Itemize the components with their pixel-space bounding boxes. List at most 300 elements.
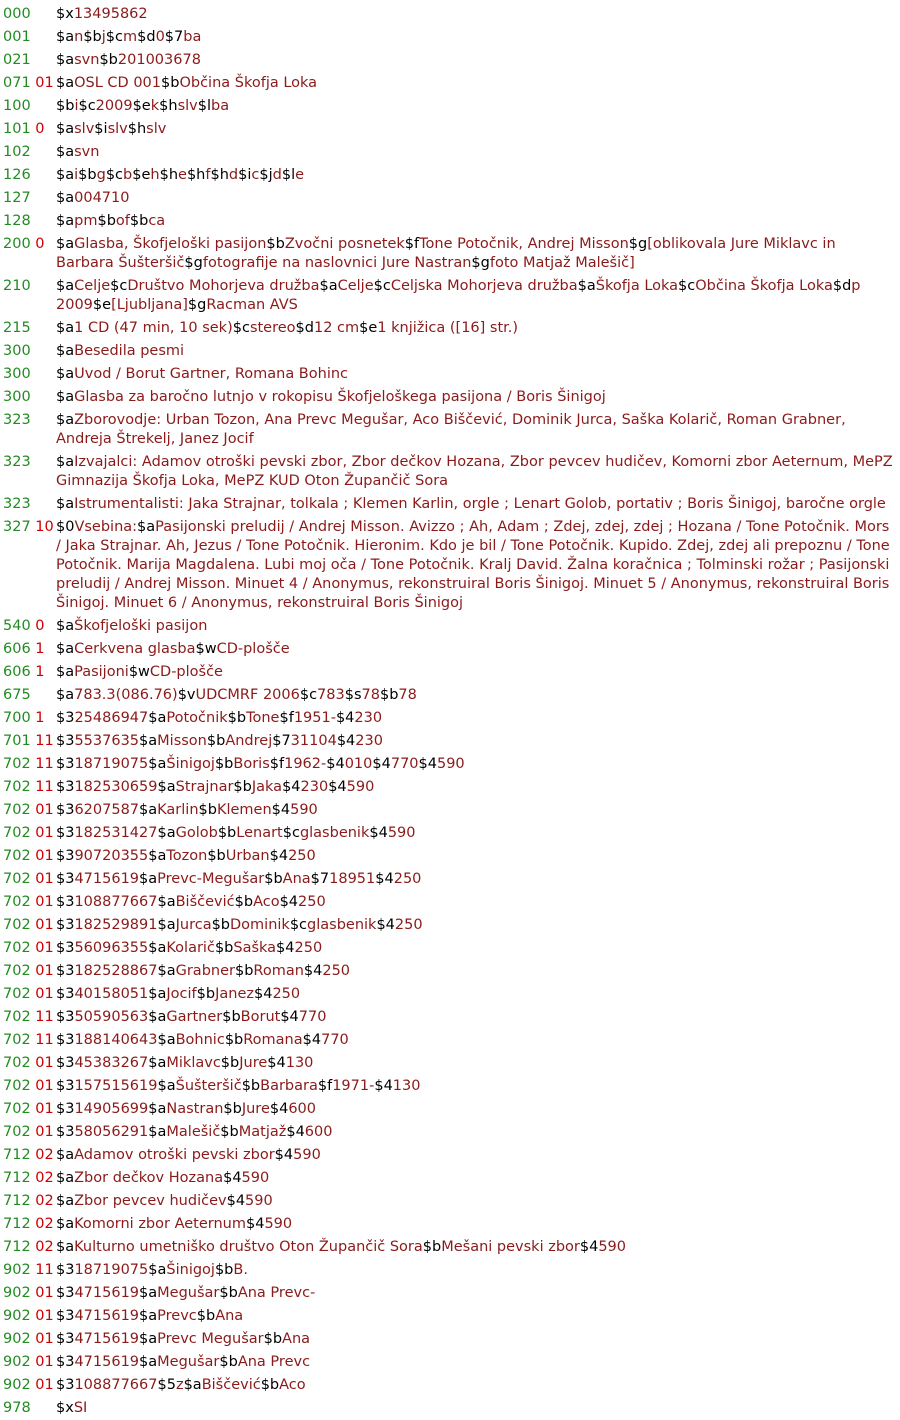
field-tag-cell [0, 342, 56, 361]
subfield-value: 590 [241, 1170, 270, 1186]
subfield-value: 50590563 [74, 1009, 149, 1025]
subfield-code: $c [373, 278, 391, 294]
subfield-value: UDCMRF 2006 [195, 687, 300, 703]
subfield-value: c [251, 167, 260, 183]
subfield-value: 600 [288, 1101, 317, 1117]
field-indicators: 01 [35, 848, 54, 864]
field-tag: 700 [3, 710, 31, 726]
field-tag: 702 [3, 1032, 31, 1048]
field-tag: 102 [3, 144, 31, 160]
subfield-value: Malešič [166, 1124, 221, 1140]
field-tag-cell [0, 640, 56, 659]
marc-field-row [0, 363, 900, 386]
subfield-code: $4 [280, 1009, 299, 1025]
field-tag-cell [0, 74, 56, 93]
subfield-value: 1951- [293, 710, 336, 726]
subfield-value: j [101, 29, 106, 45]
field-tag: 712 [3, 1239, 31, 1255]
field-indicators: 02 [35, 1216, 54, 1232]
subfield-code: $x [56, 1400, 74, 1416]
subfield-value: 250 [288, 848, 316, 864]
field-tag: 300 [3, 366, 31, 382]
subfield-code: $b [217, 825, 237, 841]
field-indicators: 11 [35, 1262, 54, 1278]
field-content [56, 778, 900, 797]
subfield-value: Grabner [175, 963, 235, 979]
marc-field-row [0, 1397, 900, 1420]
subfield-value: Jaka [251, 779, 283, 795]
subfield-value: Adamov otroški pevski zbor [74, 1147, 275, 1163]
field-content [56, 1192, 900, 1211]
field-indicators: 01 [35, 1285, 54, 1301]
field-tag-cell [0, 1146, 56, 1165]
field-tag-cell [0, 732, 56, 751]
subfield-code: $b [220, 1124, 239, 1140]
marc-field-row [0, 1121, 900, 1144]
field-indicators: 01 [35, 1078, 54, 1094]
subfield-code: $b [56, 98, 75, 114]
subfield-value: 25486947 [74, 710, 149, 726]
field-indicators: 01 [35, 75, 54, 91]
field-content [56, 51, 900, 70]
subfield-code: $4 [279, 894, 299, 910]
subfield-value: Pasijoni [74, 664, 129, 680]
field-indicators: 01 [35, 825, 54, 841]
subfield-code: $b [214, 940, 234, 956]
field-tag-cell [0, 1215, 56, 1234]
field-indicators: 01 [35, 963, 54, 979]
field-content [56, 1100, 900, 1119]
field-tag: 702 [3, 986, 31, 1002]
field-tag-cell [0, 235, 56, 254]
field-indicators: 11 [35, 733, 54, 749]
subfield-code: $s [344, 687, 362, 703]
field-content [56, 365, 900, 384]
subfield-code: $f [279, 710, 294, 726]
subfield-code: $a [56, 1239, 75, 1255]
subfield-value: Barbara [260, 1078, 318, 1094]
field-indicators: 01 [35, 1377, 54, 1393]
field-tag: 071 [3, 75, 31, 91]
field-indicators: 1 [35, 641, 45, 657]
subfield-code: $a [137, 519, 156, 535]
field-tag-cell [0, 189, 56, 208]
field-tag: 702 [3, 1124, 31, 1140]
subfield-value: glasbenik [307, 917, 377, 933]
field-tag-cell [0, 916, 56, 935]
field-content [56, 411, 900, 449]
subfield-value: Bohnic [175, 1032, 225, 1048]
subfield-code: $i [238, 167, 252, 183]
subfield-value: 14905699 [74, 1101, 149, 1117]
subfield-value: Roman [253, 963, 304, 979]
subfield-code: $a [56, 641, 75, 657]
field-content [56, 166, 900, 185]
subfield-value: Društvo Mohorjeva družba [127, 278, 320, 294]
subfield-code: $a [56, 320, 75, 336]
subfield-code: $3 [56, 986, 75, 1002]
subfield-value: Šinigoj [166, 1262, 215, 1278]
subfield-code: $b [263, 1331, 283, 1347]
subfield-value: f [205, 167, 211, 183]
subfield-value: Mešani pevski zbor [441, 1239, 580, 1255]
subfield-code: $3 [56, 1055, 75, 1071]
field-tag-cell [0, 518, 56, 537]
marc-field-row [0, 1374, 900, 1397]
subfield-code: $g [184, 255, 203, 271]
marc-field-row [0, 845, 900, 868]
subfield-value: 590 [293, 1147, 321, 1163]
subfield-code: $a [56, 75, 75, 91]
field-tag: 712 [3, 1216, 31, 1232]
field-content [56, 1146, 900, 1165]
subfield-code: $4 [223, 1170, 242, 1186]
subfield-code: $3 [56, 779, 75, 795]
field-tag: 001 [3, 29, 31, 45]
marc-field-row [0, 822, 900, 845]
subfield-code: $a [157, 1078, 176, 1094]
subfield-value: 230 [354, 710, 383, 726]
subfield-code: $3 [56, 940, 75, 956]
subfield-code: $4 [369, 825, 388, 841]
subfield-code: $a [56, 278, 75, 294]
marc-field-row [0, 684, 900, 707]
subfield-value: 590 [598, 1239, 627, 1255]
subfield-code: $e [132, 98, 151, 114]
field-content [56, 1077, 900, 1096]
subfield-value: Ana Prevc- [237, 1285, 316, 1301]
subfield-code: $a [183, 1377, 202, 1393]
subfield-code: $b [379, 687, 399, 703]
field-content [56, 663, 900, 682]
field-tag: 902 [3, 1377, 31, 1393]
field-tag-cell [0, 1284, 56, 1303]
subfield-value: d [228, 167, 239, 183]
field-content [56, 518, 900, 613]
subfield-code: $3 [56, 1331, 75, 1347]
subfield-value: of [115, 213, 130, 229]
field-indicators: 02 [35, 1193, 54, 1209]
field-indicators: 11 [35, 779, 54, 795]
field-tag: 702 [3, 1078, 31, 1094]
subfield-value: 78 [398, 687, 417, 703]
subfield-value: 130 [392, 1078, 421, 1094]
field-tag-cell [0, 1399, 56, 1418]
field-tag-cell [0, 495, 56, 514]
field-tag: 606 [3, 641, 31, 657]
subfield-value: Dominik [230, 917, 290, 933]
subfield-value: glasbenik [299, 825, 370, 841]
subfield-code: $b [264, 871, 283, 887]
field-indicators: 01 [35, 871, 54, 887]
subfield-code: $3 [56, 1009, 75, 1025]
subfield-code: $a [157, 825, 176, 841]
marc-field-row [0, 891, 900, 914]
marc-field-row [0, 1098, 900, 1121]
subfield-code: $f [404, 236, 420, 252]
subfield-value: Lenart [236, 825, 283, 841]
field-content [56, 1330, 900, 1349]
subfield-value: e [178, 167, 187, 183]
subfield-value: Golob [175, 825, 218, 841]
subfield-value: Tone [246, 710, 280, 726]
field-tag-cell [0, 939, 56, 958]
subfield-code: $a [139, 1331, 158, 1347]
field-content [56, 824, 900, 843]
subfield-value: 0 [155, 29, 165, 45]
field-content [56, 686, 900, 705]
subfield-value: Besedila pesmi [74, 343, 185, 359]
subfield-code: $a [56, 496, 75, 512]
subfield-code: $4 [336, 733, 356, 749]
subfield-code: $4 [276, 940, 295, 956]
subfield-value: Boris [233, 756, 270, 772]
subfield-code: $3 [56, 825, 75, 841]
subfield-value: i [74, 167, 79, 183]
subfield-value: 4715619 [74, 1354, 140, 1370]
subfield-code: $a [148, 848, 167, 864]
subfield-value: 6207587 [74, 802, 140, 818]
field-tag: 702 [3, 871, 31, 887]
subfield-value: Potočnik [166, 710, 228, 726]
field-tag: 702 [3, 963, 31, 979]
subfield-code: $4 [226, 1193, 246, 1209]
subfield-value: 90720355 [74, 848, 149, 864]
subfield-value: 78 [361, 687, 380, 703]
field-tag: 200 [3, 236, 31, 252]
subfield-value: Uvod / Borut Gartner, Romana Bohinc [74, 366, 349, 382]
marc-field-row [0, 638, 900, 661]
subfield-code: $a [157, 894, 176, 910]
marc-field-row [0, 233, 900, 275]
subfield-value: Prevc-Megušar [157, 871, 265, 887]
subfield-value: 40158051 [74, 986, 149, 1002]
field-tag: 126 [3, 167, 31, 183]
subfield-code: $3 [56, 756, 75, 772]
subfield-code: $a [56, 167, 75, 183]
field-tag-cell [0, 319, 56, 338]
subfield-code: $c [105, 29, 123, 45]
marc-field-row [0, 1167, 900, 1190]
subfield-code: $4 [579, 1239, 599, 1255]
subfield-code: $f [269, 756, 285, 772]
subfield-code: $c [105, 167, 124, 183]
subfield-code: $3 [56, 894, 75, 910]
field-tag-cell [0, 663, 56, 682]
field-content [56, 319, 900, 338]
marc-field-row [0, 317, 900, 340]
field-tag-cell [0, 1169, 56, 1188]
field-tag: 702 [3, 802, 31, 818]
field-tag: 902 [3, 1285, 31, 1301]
subfield-value: 31104 [290, 733, 337, 749]
marc-field-row [0, 707, 900, 730]
subfield-code: $b [161, 75, 180, 91]
field-tag: 215 [3, 320, 31, 336]
field-tag-cell [0, 962, 56, 981]
subfield-value: Jure [241, 1101, 270, 1117]
field-content [56, 801, 900, 820]
field-content [56, 453, 900, 491]
subfield-value: 010 [344, 756, 373, 772]
subfield-value: Zbor pevcev hudičev [74, 1193, 227, 1209]
marc-field-row [0, 3, 900, 26]
subfield-code: $b [222, 1009, 241, 1025]
field-content [56, 755, 900, 774]
field-tag: 978 [3, 1400, 31, 1416]
subfield-value: 108877667 [74, 1377, 158, 1393]
subfield-value: 004710 [74, 190, 130, 206]
field-tag-cell [0, 1330, 56, 1349]
subfield-code: $3 [56, 963, 75, 979]
field-tag-cell [0, 388, 56, 407]
field-indicators: 0 [35, 618, 45, 634]
subfield-code: $3 [56, 1124, 75, 1140]
marc-field-row [0, 26, 900, 49]
subfield-value: Saška [233, 940, 277, 956]
subfield-code: $a [56, 389, 75, 405]
subfield-value: Matjaž [238, 1124, 287, 1140]
subfield-value: 157515619 [74, 1078, 158, 1094]
field-tag-cell [0, 365, 56, 384]
subfield-code: $4 [303, 963, 323, 979]
subfield-value: 5537635 [74, 733, 140, 749]
subfield-value: 1962- [284, 756, 327, 772]
subfield-code: $h [159, 98, 178, 114]
field-indicators: 1 [35, 710, 45, 726]
subfield-code: $3 [56, 871, 75, 887]
subfield-value: 783.3(086.76) [74, 687, 178, 703]
subfield-value: Nastran [166, 1101, 224, 1117]
subfield-code: $4 [274, 1147, 294, 1163]
field-tag-cell [0, 801, 56, 820]
subfield-value: ba [183, 29, 202, 45]
subfield-value: 600 [304, 1124, 333, 1140]
subfield-code: $b [78, 167, 97, 183]
subfield-code: $4 [376, 917, 395, 933]
subfield-code: $d [295, 320, 314, 336]
field-indicators: 11 [35, 1032, 54, 1048]
marc-field-row [0, 187, 900, 210]
subfield-value: Ana [215, 1308, 244, 1324]
field-content [56, 847, 900, 866]
subfield-code: $b [266, 236, 285, 252]
field-content [56, 212, 900, 231]
subfield-value: 12 cm [313, 320, 360, 336]
subfield-code: $a [56, 29, 75, 45]
subfield-code: $3 [56, 1078, 75, 1094]
subfield-code: $w [128, 664, 150, 680]
subfield-code: $a [148, 710, 167, 726]
subfield-code: $a [157, 779, 176, 795]
field-tag-cell [0, 1307, 56, 1326]
subfield-code: $b [198, 802, 217, 818]
marc-field-row [0, 753, 900, 776]
subfield-value: 590 [290, 802, 318, 818]
subfield-value: 1 CD (47 min, 10 sek) [74, 320, 233, 336]
field-content [56, 962, 900, 981]
subfield-code: $l [197, 98, 211, 114]
subfield-code: $b [220, 1055, 240, 1071]
subfield-code: $a [56, 213, 75, 229]
field-tag: 702 [3, 1055, 31, 1071]
field-content [56, 388, 900, 407]
subfield-code: $b [196, 1308, 216, 1324]
subfield-value: 230 [355, 733, 383, 749]
subfield-value: Zborovodje: Urban Tozon, Ana Prevc Megušar, Aco Biščević, Dominik Jurca, Saška Kolarič, Roman Grabner, Andreja Štrekelj, Janez Jocif [56, 412, 846, 447]
subfield-code: $4 [328, 779, 347, 795]
field-content [56, 277, 900, 315]
subfield-code: $4 [326, 756, 345, 772]
field-content [56, 870, 900, 889]
subfield-code: $a [139, 1308, 158, 1324]
subfield-code: $c [78, 98, 96, 114]
subfield-code: $a [139, 802, 158, 818]
subfield-value: 182530659 [74, 779, 158, 795]
field-tag-cell [0, 686, 56, 705]
subfield-value: Šušteršič [175, 1078, 242, 1094]
subfield-value: Ana [282, 1331, 311, 1347]
marc-field-row [0, 95, 900, 118]
marc-field-row [0, 1328, 900, 1351]
marc-field-row [0, 868, 900, 891]
subfield-value: Škofjeloški pasijon [74, 618, 208, 634]
marc-field-row [0, 730, 900, 753]
field-indicators: 01 [35, 1331, 54, 1347]
subfield-code: $a [56, 1193, 75, 1209]
field-tag-cell [0, 212, 56, 231]
field-indicators: 01 [35, 940, 54, 956]
subfield-code: $a [56, 52, 75, 68]
field-indicators: 01 [35, 1101, 54, 1117]
subfield-code: $c [282, 825, 300, 841]
field-tag-cell [0, 51, 56, 70]
subfield-value: slv [177, 98, 198, 114]
subfield-value: g [96, 167, 106, 183]
subfield-code: $b [99, 52, 118, 68]
field-tag-cell [0, 1261, 56, 1280]
subfield-code: $a [56, 454, 75, 470]
subfield-value: 590 [346, 779, 375, 795]
subfield-value: Šinigoj [166, 756, 215, 772]
marc-field-row [0, 1213, 900, 1236]
subfield-value: Klemen [216, 802, 272, 818]
subfield-value: 182528867 [74, 963, 158, 979]
field-tag: 702 [3, 894, 31, 910]
field-tag-cell [0, 411, 56, 430]
subfield-value: Prevc [157, 1308, 197, 1324]
subfield-value: Celjska Mohorjeva družba [390, 278, 578, 294]
subfield-code: $b [234, 894, 254, 910]
subfield-value: Borut [240, 1009, 281, 1025]
marc-field-row [0, 275, 900, 317]
subfield-value: Aco [253, 894, 280, 910]
field-content [56, 1399, 900, 1418]
subfield-code: $a [148, 1262, 167, 1278]
subfield-code: $7 [164, 29, 184, 45]
subfield-value: Kulturno umetniško društvo Oton Župančič Sora [74, 1239, 423, 1255]
subfield-code: $0 [56, 519, 75, 535]
subfield-code: $b [207, 848, 226, 864]
subfield-code: $a [56, 412, 75, 428]
marc-field-row [0, 1351, 900, 1374]
subfield-code: $a [139, 1354, 158, 1370]
subfield-value: Jocif [166, 986, 197, 1002]
subfield-value: Andrej [225, 733, 273, 749]
field-tag-cell [0, 985, 56, 1004]
subfield-value: Celje [74, 278, 111, 294]
subfield-value: 250 [322, 963, 351, 979]
